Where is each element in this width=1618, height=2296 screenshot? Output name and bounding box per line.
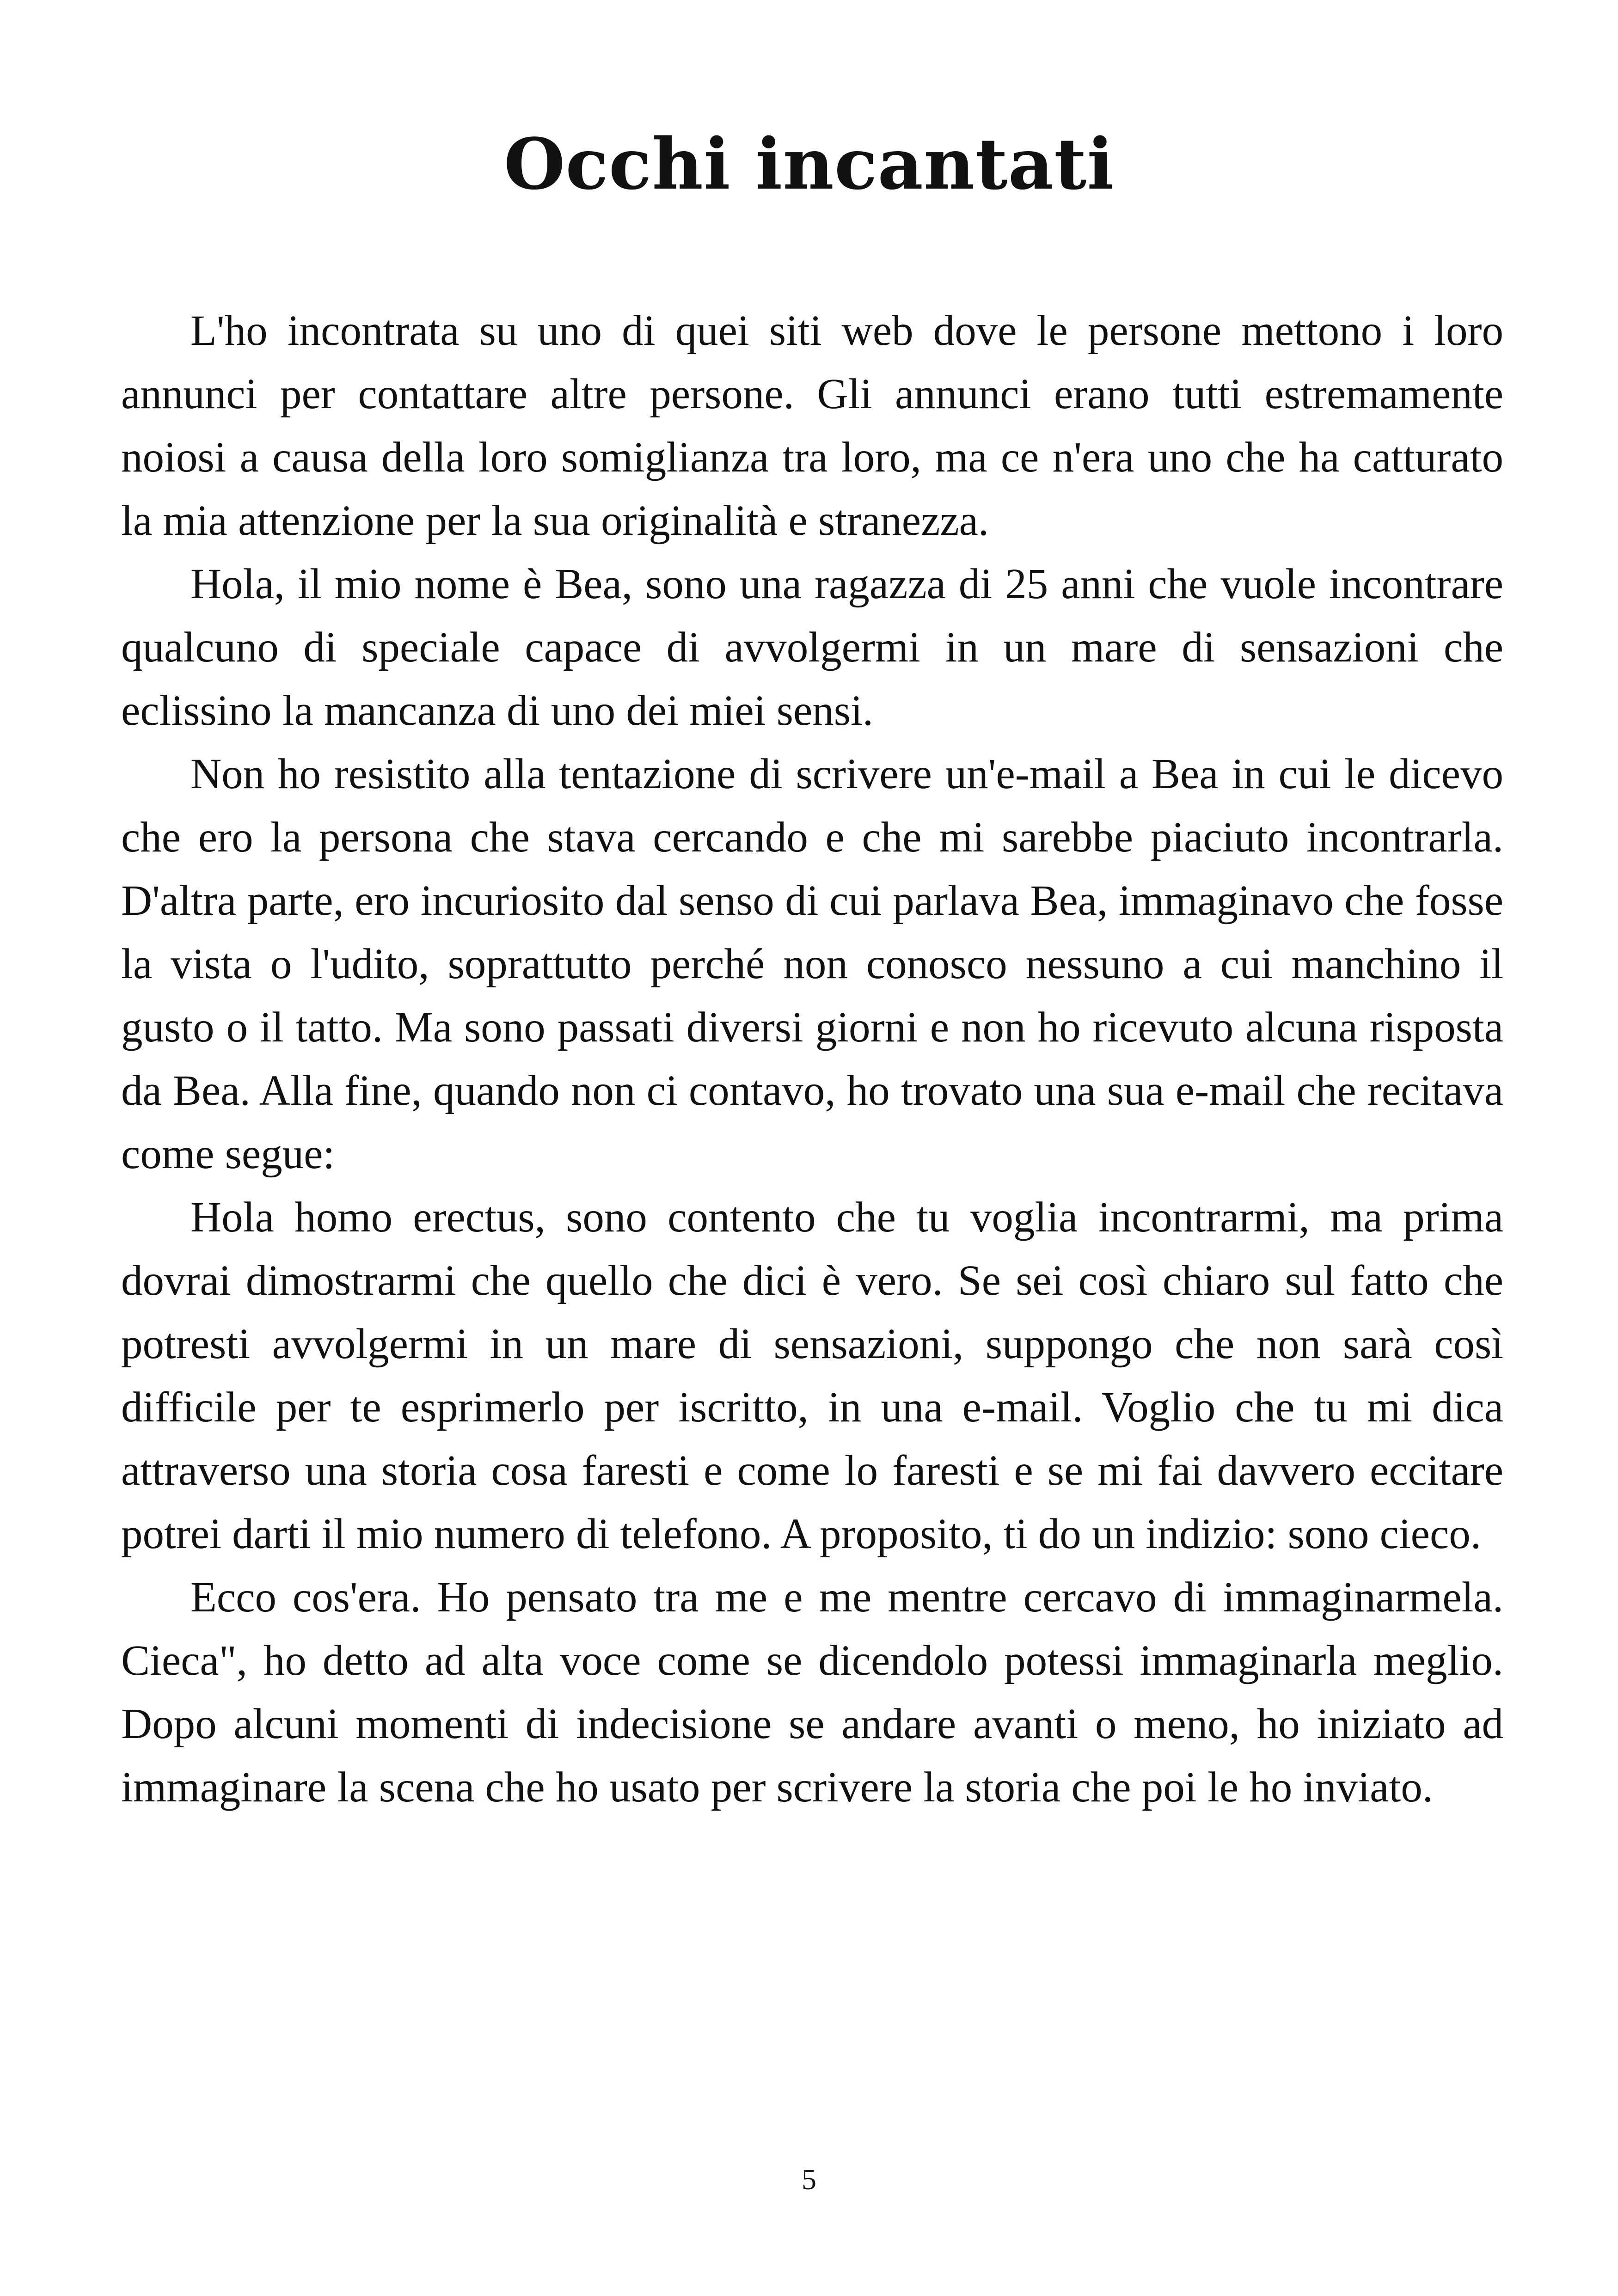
paragraph: Hola homo erectus, sono contento che tu voglia incontrarmi, ma prima dovrai dimostrarmi che quello che dici è vero. Se sei così chiaro sul fatto che potresti avvolgermi in un mare di sensazioni, suppongo che non sarà così difficile per te esprimerlo per iscritto, in una e-mail. Voglio che tu mi dica attraverso una storia cosa faresti e come lo faresti e se mi fai davvero eccitare potrei darti il mio numero di telefono. A proposito, ti do un indizio: sono cieco. [121, 1194, 1503, 1558]
paragraph: Ecco cos'era. Ho pensato tra me e me mentre cercavo di immaginarmela. Cieca", ho detto ad alta voce come se dicendolo potessi immaginarla meglio. Dopo alcuni momenti di indecisione se andare avanti o meno, ho iniziato ad immaginare la scena che ho usato per scrivere la storia che poi le ho inviato. [121, 1574, 1503, 1811]
paragraph: L'ho incontrata su uno di quei siti web dove le persone mettono i loro annunci per contattare altre persone. Gli annunci erano tutti estremamente noiosi a causa della loro somiglianza tra loro, ma ce n'era uno che ha catturato la mia attenzione per la sua originalità e stranezza. [121, 307, 1503, 545]
paragraph: Hola, il mio nome è Bea, sono una ragazza di 25 anni che vuole incontrare qualcuno di speciale capace di avvolgermi in un mare di sensazioni che eclissino la mancanza di uno dei miei sensi. [121, 560, 1503, 735]
page-number: 5 [802, 2163, 816, 2196]
paragraph: Non ho resistito alla tentazione di scrivere un'e-mail a Bea in cui le dicevo che ero la persona che stava cercando e che mi sarebbe piaciuto incontrarla. D'altra parte, ero incuriosito dal senso di cui parlava Bea, immaginavo che fosse la vista o l'udito, soprattutto perché non conosco nessuno a cui manchino il gusto o il tatto. Ma sono passati diversi giorni e non ho ricevuto alcuna risposta da Bea. Alla fine, quando non ci contavo, ho trovato una sua e-mail che recitava come segue: [121, 750, 1503, 1178]
chapter-body [121, 299, 1503, 1819]
chapter-title: Occhi incantati [503, 122, 1115, 205]
